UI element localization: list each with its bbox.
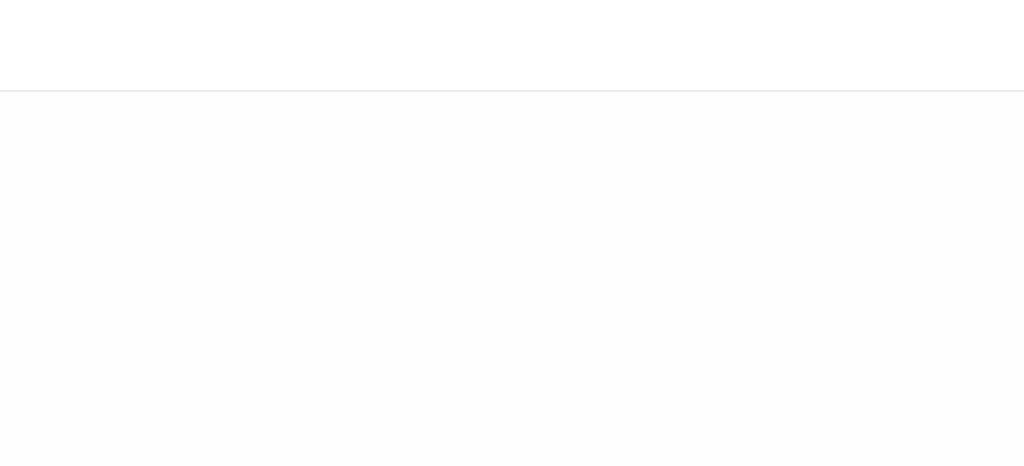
top-bar: [0, 0, 1024, 92]
main-content-area: [0, 92, 1024, 466]
